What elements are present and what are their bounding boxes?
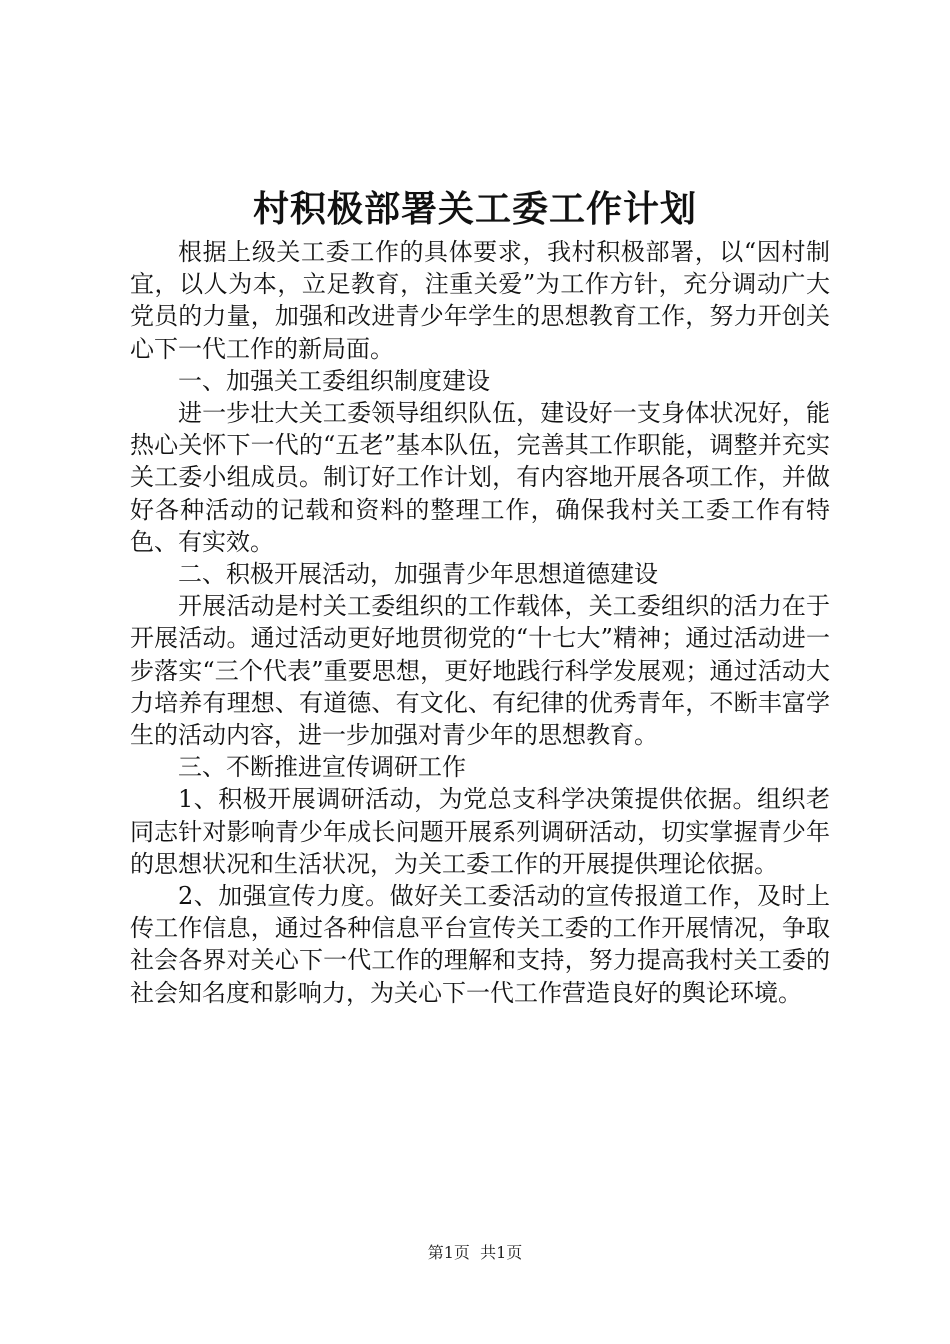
- section-paragraph-3-item-1: 1、积极开展调研活动，为党总支科学决策提供依据。组织老同志针对影响青少年成长问题开展系列调研活动，切实掌握青少年的思想状况和生活状况，为关工委工作的开展提供理论依据。: [130, 785, 830, 878]
- page-footer: [0, 1242, 950, 1264]
- section-paragraph-1: 进一步壮大关工委领导组织队伍，建设好一支身体状况好，能热心关怀下一代的“五老”基本队伍，完善其工作职能，调整并充实关工委小组成员。制订好工作计划，有内容地开展各项工作，并做好各种活动的记载和资料的整理工作，确保我村关工委工作有特色、有实效。: [130, 399, 830, 556]
- section-heading-3: 三、不断推进宣传调研工作: [178, 753, 466, 782]
- page-number: 第1页: [427, 1243, 470, 1262]
- section-paragraph-2: 开展活动是村关工委组织的工作载体，关工委组织的活力在于开展活动。通过活动更好地贯彻党的“十七大”精神；通过活动进一步落实“三个代表”重要思想，更好地践行科学发展观；通过活动大力培养有理想、有道德、有文化、有纪律的优秀青年，不断丰富学生的活动内容，进一步加强对青少年的思想教育。: [130, 592, 830, 750]
- intro-paragraph: 根据上级关工委工作的具体要求，我村积极部署，以“因村制宜，以人为本，立足教育，注重关爱”为工作方针，充分调动广大党员的力量，加强和改进青少年学生的思想教育工作，努力开创关心下一代工作的新局面。: [130, 238, 830, 363]
- section-paragraph-3-item-2: 2、加强宣传力度。做好关工委活动的宣传报道工作，及时上传工作信息，通过各种信息平台宣传关工委的工作开展情况，争取社会各界对关心下一代工作的理解和支持，努力提高我村关工委的社会知名度和影响力，为关心下一代工作营造良好的舆论环境。: [130, 882, 830, 1007]
- document-body: [130, 236, 830, 1009]
- page-title: 村积极部署关工委工作计划: [252, 188, 697, 230]
- page-total: 共1页: [480, 1243, 523, 1262]
- section-heading-2: 二、积极开展活动，加强青少年思想道德建设: [178, 560, 658, 589]
- section-heading-1: 一、加强关工委组织制度建设: [178, 366, 490, 395]
